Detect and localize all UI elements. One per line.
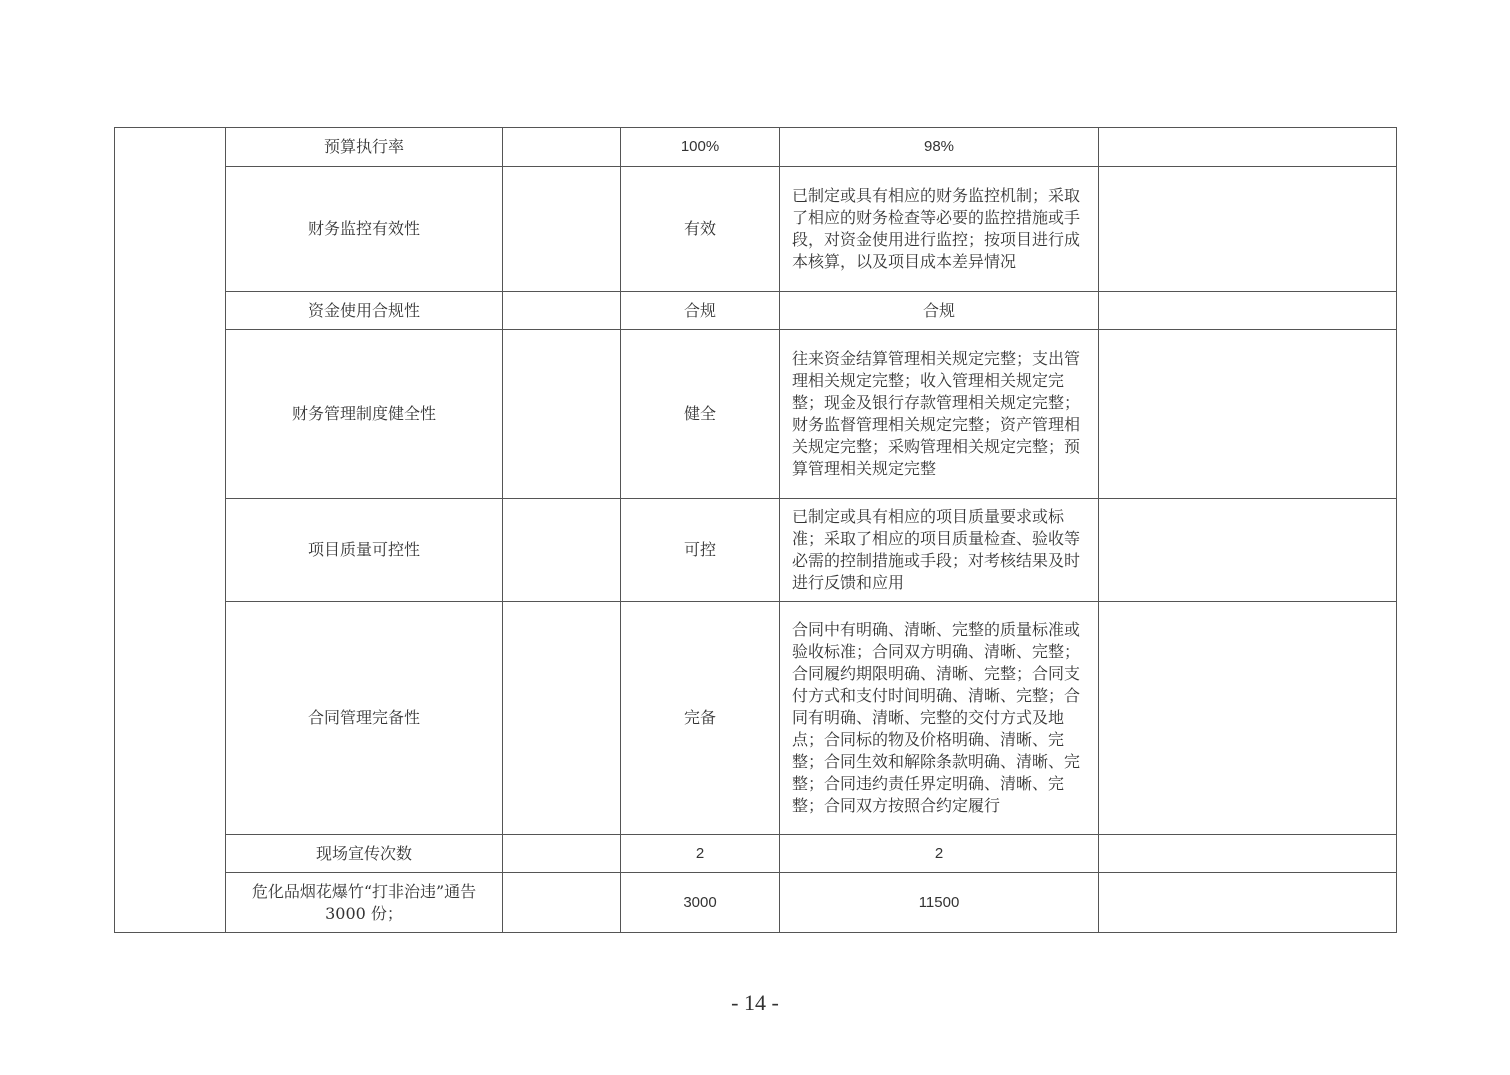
actual-description: 往来资金结算管理相关规定完整；支出管理相关规定完整；收入管理相关规定完整；现金及银行存款管理相关规定完整；财务监督管理相关规定完整；资产管理相关规定完整；采购管理相关规定完整；预算管理相关规定完整: [780, 330, 1099, 499]
table-row: [115, 602, 1397, 835]
note-cell: [1099, 499, 1397, 602]
actual-description: 已制定或具有相应的财务监控机制；采取了相应的财务检查等必要的监控措施或手段，对资金使用进行监控；按项目进行成本核算，以及项目成本差异情况: [780, 167, 1099, 292]
actual-value: 11500: [780, 873, 1099, 933]
actual-value: 合规: [780, 292, 1099, 330]
table-row: [115, 835, 1397, 873]
note-cell: [1099, 292, 1397, 330]
note-cell: [1099, 167, 1397, 292]
note-cell: [1099, 835, 1397, 873]
table-row: [115, 499, 1397, 602]
target-value: 完备: [621, 602, 780, 835]
target-value: 可控: [621, 499, 780, 602]
table-row: [115, 128, 1397, 167]
actual-value: 98%: [780, 128, 1099, 167]
table-row: [115, 292, 1397, 330]
empty-cell: [503, 167, 621, 292]
performance-indicator-table: [114, 127, 1397, 933]
indicator-name: 危化品烟花爆竹“打非治违”通告 3000 份；: [226, 873, 503, 933]
target-value: 健全: [621, 330, 780, 499]
target-value: 有效: [621, 167, 780, 292]
empty-cell: [503, 128, 621, 167]
category-cell: [115, 128, 226, 933]
empty-cell: [503, 330, 621, 499]
indicator-name: 财务监控有效性: [226, 167, 503, 292]
indicator-name: 财务管理制度健全性: [226, 330, 503, 499]
page-number: - 14 -: [731, 990, 779, 1015]
empty-cell: [503, 499, 621, 602]
target-value: 3000: [621, 873, 780, 933]
note-cell: [1099, 602, 1397, 835]
empty-cell: [503, 873, 621, 933]
table-row: [115, 167, 1397, 292]
empty-cell: [503, 292, 621, 330]
note-cell: [1099, 330, 1397, 499]
empty-cell: [503, 602, 621, 835]
table-row: [115, 873, 1397, 933]
actual-description: 已制定或具有相应的项目质量要求或标准；采取了相应的项目质量检查、验收等必需的控制措施或手段；对考核结果及时进行反馈和应用: [780, 499, 1099, 602]
actual-description: 合同中有明确、清晰、完整的质量标准或验收标准；合同双方明确、清晰、完整；合同履约期限明确、清晰、完整；合同支付方式和支付时间明确、清晰、完整；合同有明确、清晰、完整的交付方式及地点；合同标的物及价格明确、清晰、完整；合同生效和解除条款明确、清晰、完整；合同违约责任界定明确、清晰、完整；合同双方按照合约定履行: [780, 602, 1099, 835]
indicator-name: 合同管理完备性: [226, 602, 503, 835]
empty-cell: [503, 835, 621, 873]
indicator-name: 项目质量可控性: [226, 499, 503, 602]
note-cell: [1099, 128, 1397, 167]
target-value: 2: [621, 835, 780, 873]
actual-value: 2: [780, 835, 1099, 873]
target-value: 合规: [621, 292, 780, 330]
table-row: [115, 330, 1397, 499]
note-cell: [1099, 873, 1397, 933]
indicator-name: 现场宣传次数: [226, 835, 503, 873]
target-value: 100%: [621, 128, 780, 167]
indicator-name: 资金使用合规性: [226, 292, 503, 330]
indicator-name: 预算执行率: [226, 128, 503, 167]
